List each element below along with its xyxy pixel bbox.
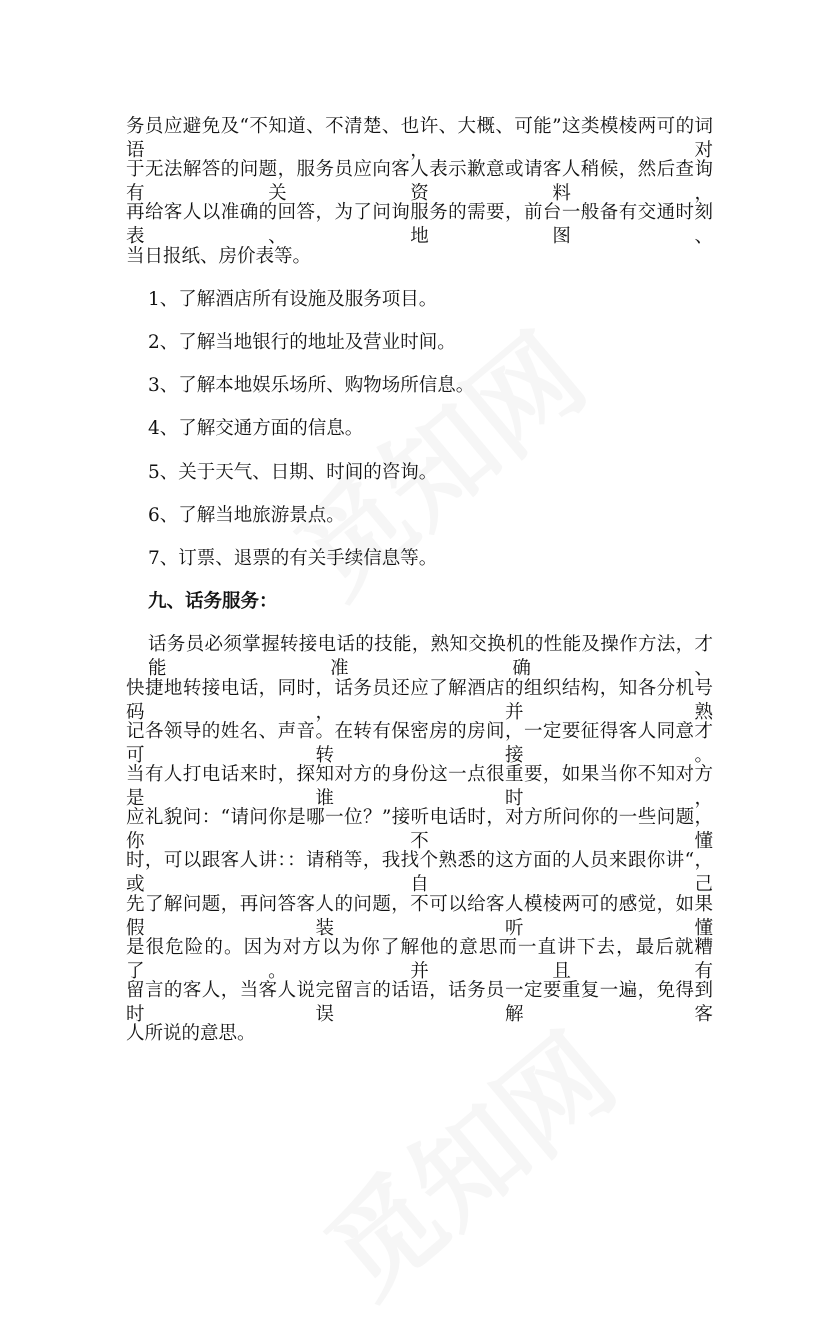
paragraph-line: 是很危险的。因为对方以为你了解他的意思而一直讲下去，最后就糟了。并且有 — [126, 936, 713, 982]
paragraph-line: 当日报纸、房价表等。 — [126, 245, 312, 267]
list-item: 3、了解本地娱乐场所、购物场所信息。 — [148, 375, 475, 397]
paragraph-line: 人所说的意思。 — [126, 1023, 256, 1045]
paragraph-line: 时，可以跟客人讲：：请稍等，我找个熟悉的这方面的人员来跟你讲“，或自己 — [126, 850, 713, 896]
section-heading: 九、话务服务： — [148, 591, 278, 613]
paragraph-line: 务员应避免及“不知道、不清楚、也许、大概、可能”这类模棱两可的词语，对 — [126, 116, 713, 161]
paragraph-line: 记各领导的姓名、声音。在转有保密房的房间，一定要征得客人同意才可转接。 — [126, 720, 713, 766]
list-item: 4、了解交通方面的信息。 — [148, 418, 364, 440]
paragraph-line: 再给客人以准确的回答，为了问询服务的需要，前台一般备有交通时刻表、地图、 — [126, 202, 713, 248]
paragraph-line: 留言的客人，当客人说完留言的话语，话务员一定要重复一遍，免得到时误解客 — [126, 980, 713, 1025]
paragraph-line: 话务员必须掌握转接电话的技能，熟知交换机的性能及操作方法，才能准确、 — [148, 634, 713, 680]
paragraph-line: 先了解问题，再问答客人的问题，不可以给客人模棱两可的感觉，如果假装听懂 — [126, 893, 713, 939]
list-item: 7、订票、退票的有关手续信息等。 — [148, 548, 438, 569]
list-item: 2、了解当地银行的地址及营业时间。 — [148, 332, 456, 353]
paragraph-line: 快捷地转接电话，同时，话务员还应了解酒店的组织结构，知各分机号码，并熟 — [126, 677, 713, 723]
list-item: 6、了解当地旅游景点。 — [148, 504, 345, 526]
list-item: 5、关于天气、日期、时间的咨询。 — [148, 461, 438, 483]
list-item: 1、了解酒店所有设施及服务项目。 — [148, 288, 438, 310]
paragraph-line: 于无法解答的问题，服务员应向客人表示歉意或请客人稍候，然后查询有关资料， — [126, 159, 713, 205]
paragraph-line: 当有人打电话来时，探知对方的身份这一点很重要，如果当你不知对方是谁时， — [126, 764, 713, 809]
paragraph-line: 应礼貌问：“请问你是哪一位？”接听电话时，对方所问你的一些问题，你不懂 — [126, 807, 713, 853]
